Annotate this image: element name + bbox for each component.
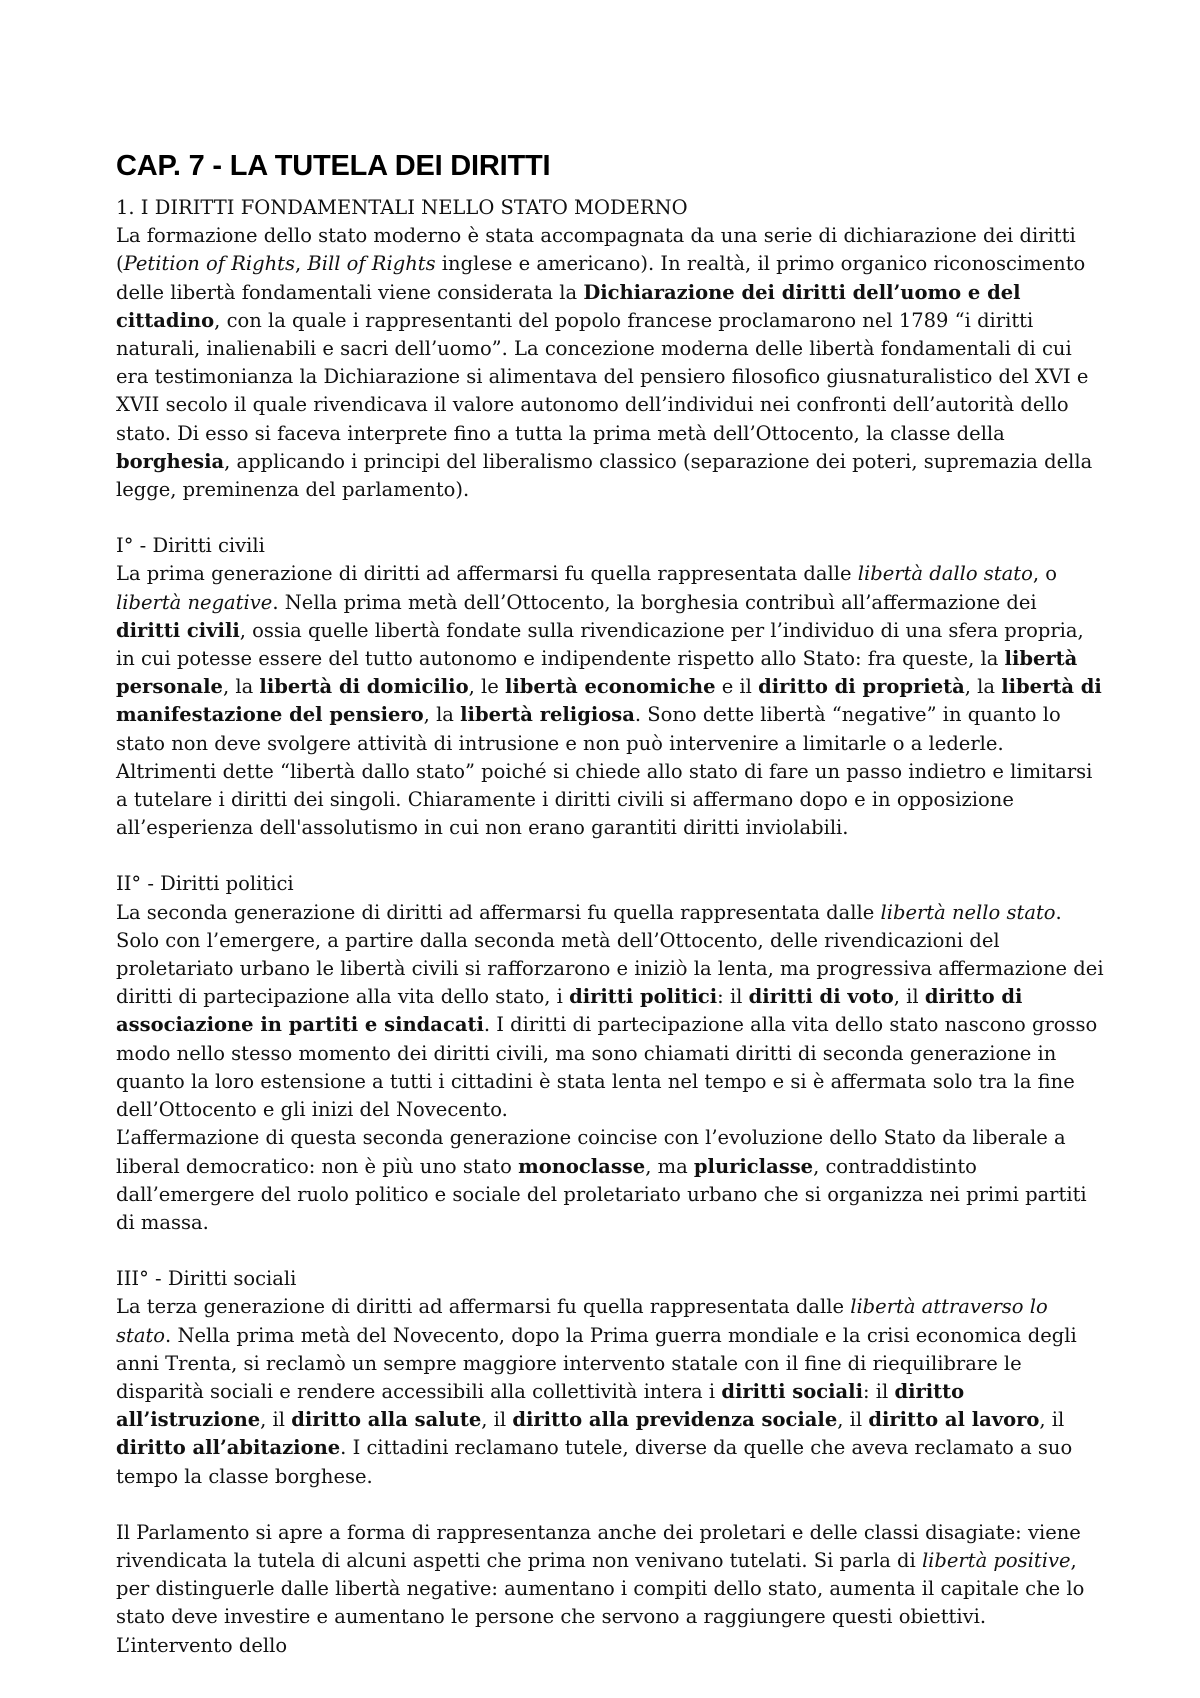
text-run: La terza generazione di diritti ad affermarsi fu quella rappresentata dalle: [116, 1295, 851, 1319]
section-heading: 1. I DIRITTI FONDAMENTALI NELLO STATO MODERNO: [116, 196, 688, 219]
bold-term: diritto all’abitazione: [116, 1436, 341, 1460]
text-run: inglese e americano). In realtà, il primo organico riconoscimento delle libertà fondamentali viene considerata la: [116, 252, 1086, 304]
text-run: , applicando i principi del liberalismo classico (separazione dei poteri, supremazia della legge, preminenza del parlamento).: [116, 449, 1093, 502]
bold-term: diritto di associazione in partiti e sindacati: [116, 985, 1023, 1037]
italic-term: libertà attraverso lo stato: [116, 1295, 1048, 1347]
text-run: . I diritti di partecipazione alla vita dello stato nascono grosso modo nello stesso momento dei diritti civili, ma sono chiamati diritti di seconda generazione in quanto la loro estensione a tutti i cittadini è stata lenta nel tempo e si è affermata solo tra la fine dell’Ottocento e gli inizi del Novecento.: [116, 1013, 1098, 1122]
text-run: , o: [1032, 562, 1057, 586]
section-fundamental-rights: [116, 194, 1106, 504]
text-run: e il: [715, 675, 759, 699]
text-run: . Solo con l’emergere, a partire dalla seconda metà dell’Ottocento, delle rivendicazioni del proletariato urbano le libertà civili si rafforzarono e iniziò la lenta, ma progressiva affermazione dei diritti di partecipazione alla vita dello stato, i: [116, 900, 1104, 1009]
text-run: , contraddistinto dall’emergere del ruolo politico e sociale del proletariato urbano che si organizza nei primi partiti di massa.: [116, 1154, 1087, 1234]
section-parliament: [116, 1519, 1106, 1660]
paragraph: [116, 560, 1106, 842]
italic-term: libertà positive: [921, 1548, 1071, 1572]
bold-term: libertà economiche: [504, 675, 716, 699]
bold-term: diritti politici: [569, 985, 718, 1009]
text-run: . Nella prima metà del Novecento, dopo la Prima guerra mondiale e la crisi economica degli anni Trenta, si reclamò un sempre maggiore intervento statale con il fine di riequilibrare le disparità sociali e rendere accessibili alla collettività intera i: [116, 1323, 1077, 1403]
text-run: , il: [260, 1408, 292, 1432]
section-social-rights: [116, 1265, 1106, 1491]
italic-term: libertà dallo stato: [857, 562, 1033, 586]
text-run: ,: [295, 252, 308, 276]
bold-term: libertà religiosa: [460, 703, 635, 727]
text-run: , la: [423, 703, 461, 727]
text-run: , con la quale i rappresentanti del popolo francese proclamarono nel 1789 “i diritti naturali, inalienabili e sacri dell’uomo”. La concezione moderna delle libertà fondamentali di cui era testimonianza la Dichiarazione si alimentava del pensiero filosofico giusnaturalistico del XVI e XVII secolo il quale rivendicava il valore autonomo dell’individui nei confronti dell’autorità dello stato. Di esso si faceva interprete fino a tutta la prima metà dell’Ottocento, la classe della: [116, 308, 1089, 445]
bold-term: pluriclasse: [693, 1154, 814, 1178]
chapter-title: CAP. 7 - LA TUTELA DEI DIRITTI: [116, 150, 551, 182]
paragraph: [116, 1124, 1106, 1237]
text-run: , ossia quelle libertà fondate sulla rivendicazione per l’individuo di una sfera propria, in cui potesse essere del tutto autonomo e indipendente rispetto allo Stato: fra queste, la: [116, 618, 1084, 671]
text-run: , il: [481, 1408, 513, 1432]
text-run: La seconda generazione di diritti ad affermarsi fu quella rappresentata dalle: [116, 900, 881, 924]
section-civil-rights: [116, 532, 1106, 842]
section-heading: II° - Diritti politici: [116, 872, 294, 896]
section-political-rights: [116, 870, 1106, 1237]
bold-term: monoclasse: [518, 1154, 646, 1178]
bold-term: libertà di domicilio: [259, 675, 469, 699]
text-run: , le: [468, 675, 505, 699]
bold-term: libertà di manifestazione del pensiero: [116, 675, 1102, 727]
text-run: . I cittadini reclamano tutele, diverse da quelle che aveva reclamato a suo tempo la classe borghese.: [116, 1436, 1073, 1488]
text-run: , per distinguerle dalle libertà negative: aumentano i compiti dello stato, aumenta il capitale che lo stato deve investire e aumentano le persone che servono a raggiungere questi obiettivi. L’intervento dello: [116, 1548, 1085, 1657]
text-run: : il: [862, 1379, 895, 1403]
bold-term: libertà personale: [116, 647, 1078, 699]
italic-term: Petition of Rights: [123, 252, 295, 276]
bold-term: diritto all’istruzione: [116, 1379, 965, 1432]
text-run: Il Parlamento si apre a forma di rappresentanza anche dei proletari e delle classi disagiate: viene rivendicata la tutela di alcuni aspetti che prima non venivano tutelati. Si parla di: [116, 1520, 1081, 1572]
bold-term: borghesia: [116, 449, 225, 473]
text-run: : il: [717, 985, 749, 1009]
text-run: La prima generazione di diritti ad affermarsi fu quella rappresentata dalle: [116, 562, 858, 586]
text-run: La formazione dello stato moderno è stata accompagnata da una serie di dichiarazione dei diritti (: [116, 224, 1076, 276]
italic-term: libertà negative: [116, 590, 273, 614]
document-page: [116, 148, 1106, 1688]
bold-term: diritto alla previdenza sociale: [512, 1408, 838, 1432]
paragraph: [116, 1293, 1106, 1490]
text-run: , il: [893, 985, 925, 1009]
section-heading: III° - Diritti sociali: [116, 1267, 297, 1291]
text-run: , la: [222, 675, 260, 699]
italic-term: Bill of Rights: [307, 252, 436, 276]
bold-term: Dichiarazione dei diritti dell’uomo e del cittadino: [116, 280, 1021, 332]
bold-term: diritto al lavoro: [868, 1408, 1040, 1432]
text-run: L’affermazione di questa seconda generazione coincise con l’evoluzione dello Stato da liberale a liberal democratico: non è più uno stato: [116, 1126, 1066, 1178]
bold-term: diritto alla salute: [291, 1408, 482, 1432]
bold-term: diritto di proprietà: [758, 675, 965, 699]
paragraph: [116, 899, 1106, 1125]
text-run: . Nella prima metà dell’Ottocento, la borghesia contribuì all’affermazione dei: [272, 590, 1037, 614]
text-run: . Sono dette libertà “negative” in quanto lo stato non deve svolgere attività di intrusione e non può intervenire a limitarle o a lederle. Altrimenti dette “libertà dallo stato” poiché si chiede allo stato di fare un passo indietro e limitarsi a tutelare i diritti dei singoli. Chiaramente i diritti civili si affermano dopo e in opposizione all’esperienza dell'assolutismo in cui non erano garantiti diritti inviolabili.: [116, 703, 1093, 840]
paragraph: [116, 222, 1106, 504]
bold-term: diritti civili: [116, 618, 240, 642]
text-run: , il: [837, 1408, 869, 1432]
text-run: , la: [964, 675, 1002, 699]
italic-term: libertà nello stato: [880, 900, 1056, 924]
section-heading: I° - Diritti civili: [116, 534, 265, 558]
text-run: , ma: [645, 1154, 694, 1178]
paragraph: [116, 1519, 1106, 1660]
bold-term: diritti di voto: [748, 985, 894, 1009]
text-run: , il: [1039, 1408, 1065, 1432]
bold-term: diritti sociali: [721, 1379, 863, 1403]
